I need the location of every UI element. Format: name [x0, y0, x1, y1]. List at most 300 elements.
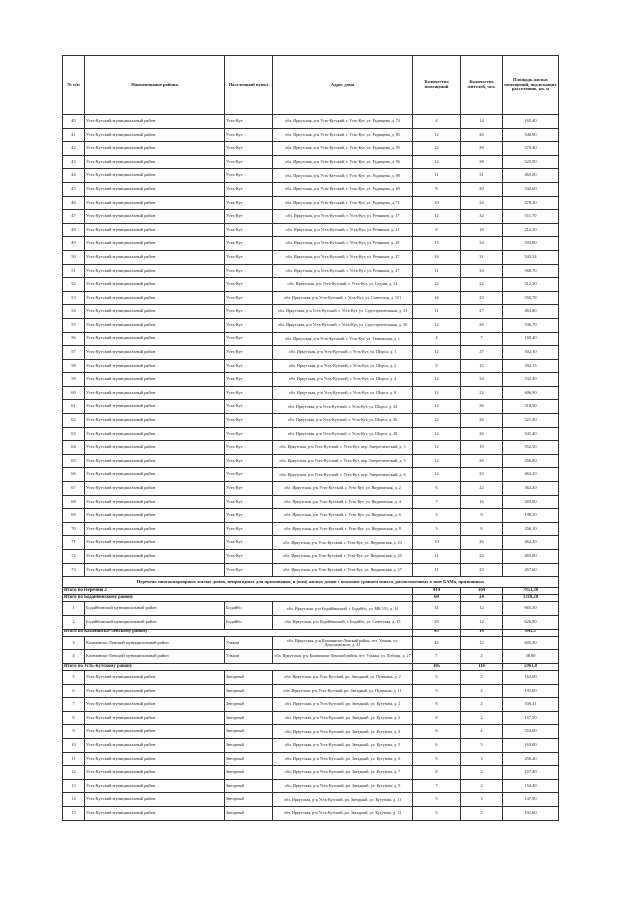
row-premises: 10 — [413, 196, 461, 210]
row-premises: 11 — [413, 550, 461, 564]
row-num: 57 — [63, 346, 85, 360]
row-district: Усть-Кутский муниципальный район — [85, 454, 225, 468]
row-district: Усть-Кутский муниципальный район — [85, 264, 225, 278]
row-num: 54 — [63, 305, 85, 319]
row-address: обл. Иркутская, р-н Бодайбинский, г. Бодайбо, ул. Советская, д. 15 — [273, 615, 413, 629]
row-residents: 36 — [461, 400, 503, 414]
table-row — [63, 169, 559, 183]
row-num: 43 — [63, 155, 85, 169]
table-row — [63, 386, 559, 400]
row-residents: 27 — [461, 305, 503, 319]
row-num: 64 — [63, 441, 85, 455]
row-address: обл. Иркутская, р-н Бодайбинский, г. Бодайбо, ул. МК 151, д. 14 — [273, 602, 413, 616]
row-area: 157,40 — [503, 766, 559, 780]
row-residents: 24 — [461, 550, 503, 564]
row-area: 536,79 — [503, 318, 559, 332]
row-district: Усть-Кутский муниципальный район — [85, 155, 225, 169]
row-district: Усть-Кутский муниципальный район — [85, 536, 225, 550]
table-row — [63, 332, 559, 346]
row-residents: 2 — [461, 766, 503, 780]
row-premises: 29 — [413, 615, 461, 629]
row-address: обл. Иркутская, р-н Усть-Кутский, рп. Звездный, ул. Кутузова, д. 4 — [273, 725, 413, 739]
row-residents: 26 — [461, 128, 503, 142]
bodaibo-total-residents: 24 — [461, 595, 503, 602]
row-settlement: Усть-Кут — [225, 155, 273, 169]
row-address: обл. Иркутская, р-н Усть-Кутский, рп. Звездный, ул. Кутузова, д. 11 — [273, 793, 413, 807]
row-num: 4 — [63, 650, 85, 664]
row-residents: 12 — [461, 602, 503, 616]
row-num: 67 — [63, 482, 85, 496]
row-address: обл. Иркутская, р-н Усть-Кутский, г. Усть-Кут, ул. Якуримская, д. 2 — [273, 482, 413, 496]
row-address: обл. Иркутская, р-н Усть-Кутский, рп. Звездный, ул. Пушкина, д. 2 — [273, 671, 413, 685]
row-area: 543,54 — [503, 250, 559, 264]
row-premises: 6 — [413, 725, 461, 739]
document-page — [62, 55, 558, 821]
row-district: Усть-Кутский муниципальный район — [85, 684, 225, 698]
row-settlement: Улькан — [225, 650, 273, 664]
table-row — [63, 346, 559, 360]
row-settlement: Усть-Кут — [225, 142, 273, 156]
table-row — [63, 441, 559, 455]
row-address: обл. Иркутская, р-н Усть-Кутский, г. Усть-Кут, ул. Речников, д. 27 — [273, 264, 413, 278]
row-residents: 16 — [461, 495, 503, 509]
subtotal-perechen-2-premises: 414 — [413, 587, 461, 594]
row-residents: 2 — [461, 671, 503, 685]
table-row — [63, 509, 559, 523]
row-num: 5 — [63, 671, 85, 685]
row-num: 8 — [63, 711, 85, 725]
table-row — [63, 739, 559, 753]
row-settlement: Бодайбо — [225, 615, 273, 629]
row-residents: 27 — [461, 346, 503, 360]
row-num: 50 — [63, 250, 85, 264]
row-residents: 34 — [461, 264, 503, 278]
table-row — [63, 142, 559, 156]
row-premises: 12 — [413, 373, 461, 387]
row-premises: 42 — [413, 636, 461, 650]
row-num: 73 — [63, 563, 85, 577]
table-row — [63, 210, 559, 224]
row-settlement: Звездный — [225, 779, 273, 793]
row-settlement: Усть-Кут — [225, 223, 273, 237]
row-area: 606,90 — [503, 386, 559, 400]
row-district: Усть-Кутский муниципальный район — [85, 698, 225, 712]
row-num: 45 — [63, 182, 85, 196]
row-premises: 5 — [413, 807, 461, 821]
table-row — [63, 725, 559, 739]
row-settlement: Звездный — [225, 725, 273, 739]
row-area: 525,90 — [503, 155, 559, 169]
row-address: обл. Иркутская, р-н Усть-Кутский, рп. Звездный, ул. Кутузова, д. 2 — [273, 698, 413, 712]
row-area: 198,50 — [503, 509, 559, 523]
row-address: обл. Иркутская, р-н Усть-Кутский, г. Усть-Кут, ул. Якуримская, д. 8 — [273, 522, 413, 536]
row-residents: 2 — [461, 698, 503, 712]
row-residents: 12 — [461, 615, 503, 629]
row-settlement: Звездный — [225, 698, 273, 712]
row-settlement: Усть-Кут — [225, 305, 273, 319]
table-row — [63, 237, 559, 251]
table-row — [63, 650, 559, 664]
row-num: 51 — [63, 264, 85, 278]
row-district: Усть-Кутский муниципальный район — [85, 793, 225, 807]
row-area: 163,00 — [503, 739, 559, 753]
row-residents: 19 — [461, 441, 503, 455]
row-premises: 31 — [413, 602, 461, 616]
housing-table — [62, 55, 559, 821]
ustkut-total-premises: 305 — [413, 663, 461, 670]
row-address: обл. Иркутская, р-н Усть-Кутский, г. Усть-Кут, ул. Речников, д. 17 — [273, 210, 413, 224]
row-area: 342,60 — [503, 182, 559, 196]
row-address: обл. Иркутская, р-н Усть-Кутский, г. Усть-Кут, ул. Якуримская, д. 6 — [273, 509, 413, 523]
row-residents: 4 — [461, 725, 503, 739]
subtotal-perechen-2-area: 7953,30 — [503, 587, 559, 594]
row-district: Усть-Кутский муниципальный район — [85, 563, 225, 577]
row-num: 52 — [63, 278, 85, 292]
row-district: Усть-Кутский муниципальный район — [85, 223, 225, 237]
row-residents: 3 — [461, 739, 503, 753]
header-num: № п/п — [63, 56, 85, 115]
header-area: Площадь жилых помещений, подлежащих расселению, кв. м — [503, 56, 559, 115]
row-num: 65 — [63, 454, 85, 468]
bodaibo-total — [63, 595, 559, 602]
row-settlement: Усть-Кут — [225, 291, 273, 305]
row-residents: 3 — [461, 752, 503, 766]
row-district: Усть-Кутский муниципальный район — [85, 522, 225, 536]
row-settlement: Усть-Кут — [225, 563, 273, 577]
row-num: 1 — [63, 602, 85, 616]
row-settlement: Улькан — [225, 636, 273, 650]
section-title-row — [63, 577, 559, 588]
row-premises: 12 — [413, 278, 461, 292]
row-area: 532,40 — [503, 373, 559, 387]
row-settlement: Усть-Кут — [225, 128, 273, 142]
row-area: 462,30 — [503, 536, 559, 550]
ustkut-total-residents: 116 — [461, 663, 503, 670]
row-num: 6 — [63, 684, 85, 698]
row-address: обл. Иркутская, р-н Усть-Кутский, г. Усть-Кут, пер. Энергетический, д. 3 — [273, 441, 413, 455]
row-settlement: Усть-Кут — [225, 536, 273, 550]
row-settlement: Звездный — [225, 739, 273, 753]
row-district: Усть-Кутский муниципальный район — [85, 169, 225, 183]
row-residents: 26 — [461, 536, 503, 550]
row-num: 49 — [63, 237, 85, 251]
table-row — [63, 400, 559, 414]
row-residents: 24 — [461, 196, 503, 210]
row-settlement: Звездный — [225, 752, 273, 766]
row-address: обл. Иркутская, р-н Усть-Кутский, г. Усть-Кут, ул. Седова, д. 14 — [273, 278, 413, 292]
kazachinsk-total-label: Итого по Казачинско-Ленскому району — [63, 629, 413, 636]
row-residents: 2 — [461, 779, 503, 793]
row-residents: 2 — [461, 650, 503, 664]
row-num: 66 — [63, 468, 85, 482]
row-residents: 33 — [461, 468, 503, 482]
row-num: 59 — [63, 373, 85, 387]
row-area: 512,30 — [503, 278, 559, 292]
row-settlement: Звездный — [225, 807, 273, 821]
row-address: обл. Иркутская, р-н Усть-Кутский, г. Усть-Кут, ул. Тюменская, д. 1 — [273, 332, 413, 346]
row-district: Усть-Кутский муниципальный район — [85, 482, 225, 496]
row-premises: 12 — [413, 414, 461, 428]
row-residents: 32 — [461, 210, 503, 224]
row-area: 191,00 — [503, 684, 559, 698]
row-area: 353,00 — [503, 725, 559, 739]
row-premises: 5 — [413, 684, 461, 698]
row-area: 463,20 — [503, 468, 559, 482]
row-area: 511,70 — [503, 210, 559, 224]
row-address: обл. Иркутская, р-н Усть-Кутский, г. Усть-Кут, ул. Шорса, д. 24 — [273, 400, 413, 414]
row-residents: 38 — [461, 155, 503, 169]
row-num: 60 — [63, 386, 85, 400]
table-row — [63, 711, 559, 725]
table-row — [63, 223, 559, 237]
row-district: Усть-Кутский муниципальный район — [85, 509, 225, 523]
row-premises: 12 — [413, 155, 461, 169]
row-premises: 9 — [413, 752, 461, 766]
row-address: обл. Иркутская, р-н Усть-Кутский, г. Усть-Кут, ул. Речников, д. 27 — [273, 250, 413, 264]
row-premises: 8 — [413, 182, 461, 196]
row-settlement: Усть-Кут — [225, 210, 273, 224]
table-row — [63, 359, 559, 373]
row-area: 665,30 — [503, 602, 559, 616]
row-area: 336,41 — [503, 698, 559, 712]
row-num: 44 — [63, 169, 85, 183]
row-settlement: Звездный — [225, 671, 273, 685]
row-district: Усть-Кутский муниципальный район — [85, 711, 225, 725]
row-residents: 12 — [461, 636, 503, 650]
table-row — [63, 278, 559, 292]
row-address: обл. Иркутская, р-н Усть-Кутский, г. Усть-Кут, ул. Радищева, д. 69 — [273, 182, 413, 196]
row-premises: 5 — [413, 793, 461, 807]
row-area: 392,15 — [503, 359, 559, 373]
row-address: обл. Иркутская, р-н Усть-Кутский, г. Усть-Кут, пер. Энергетический, д. 6 — [273, 468, 413, 482]
row-district: Усть-Кутский муниципальный район — [85, 128, 225, 142]
row-district: Усть-Кутский муниципальный район — [85, 291, 225, 305]
row-residents: 26 — [461, 414, 503, 428]
row-settlement: Усть-Кут — [225, 441, 273, 455]
row-settlement: Бодайбо — [225, 602, 273, 616]
row-premises: 6 — [413, 482, 461, 496]
row-num: 42 — [63, 142, 85, 156]
row-num: 10 — [63, 739, 85, 753]
row-settlement: Звездный — [225, 711, 273, 725]
row-premises: 12 — [413, 210, 461, 224]
row-area: 101,60 — [503, 807, 559, 821]
row-premises: 8 — [413, 711, 461, 725]
table-row — [63, 182, 559, 196]
row-residents: 22 — [461, 482, 503, 496]
row-district: Бодайбинский муниципальный район — [85, 602, 225, 616]
header-address: Адрес дома — [273, 56, 413, 115]
table-row — [63, 536, 559, 550]
table-row — [63, 550, 559, 564]
row-district: Усть-Кутский муниципальный район — [85, 373, 225, 387]
row-premises: 7 — [413, 495, 461, 509]
row-district: Усть-Кутский муниципальный район — [85, 495, 225, 509]
row-num: 70 — [63, 522, 85, 536]
row-area: 147,90 — [503, 793, 559, 807]
row-address: обл. Иркутская, р-н Усть-Кутский, г. Усть-Кут, ул. Советская, д. 151 — [273, 291, 413, 305]
row-premises: 16 — [413, 291, 461, 305]
row-num: 55 — [63, 318, 85, 332]
row-area: 154,40 — [503, 779, 559, 793]
table-row — [63, 636, 559, 650]
row-district: Казачинско-Ленский муниципальный район — [85, 650, 225, 664]
table-row — [63, 128, 559, 142]
row-num: 46 — [63, 196, 85, 210]
table-row — [63, 522, 559, 536]
row-settlement: Усть-Кут — [225, 196, 273, 210]
table-row — [63, 264, 559, 278]
row-residents: 9 — [461, 509, 503, 523]
row-area: 626,90 — [503, 615, 559, 629]
row-area: 456,00 — [503, 454, 559, 468]
subtotal-perechen-2 — [63, 587, 559, 594]
bodaibo-total-label: Итого по Бодайбинскому району — [63, 595, 413, 602]
kazachinsk-total — [63, 629, 559, 636]
row-residents: 2 — [461, 807, 503, 821]
row-address: обл. Иркутская, р-н Усть-Кутский, г. Усть-Кут, ул. Судостроительная, д. 36 — [273, 318, 413, 332]
row-area: 212,30 — [503, 223, 559, 237]
row-premises: 16 — [413, 250, 461, 264]
row-settlement: Усть-Кут — [225, 237, 273, 251]
row-num: 9 — [63, 725, 85, 739]
subtotal-perechen-2-label: Итого по Перечню 2 — [63, 587, 413, 594]
row-num: 58 — [63, 359, 85, 373]
row-address: обл. Иркутская, р-н Усть-Кутский, рп. Звездный, ул. Кутузова, д. 5 — [273, 739, 413, 753]
row-premises: 12 — [413, 128, 461, 142]
header-settlement: Населенный пункт — [225, 56, 273, 115]
row-premises: 6 — [413, 739, 461, 753]
row-num: 47 — [63, 210, 85, 224]
row-district: Усть-Кутский муниципальный район — [85, 739, 225, 753]
row-premises: 4 — [413, 115, 461, 129]
row-address: обл. Иркутская, р-н Усть-Кутский, г. Усть-Кут, ул. Судостроительная, д. 25 — [273, 305, 413, 319]
row-settlement: Усть-Кут — [225, 400, 273, 414]
row-num: 11 — [63, 752, 85, 766]
row-district: Усть-Кутский муниципальный район — [85, 278, 225, 292]
row-num: 63 — [63, 427, 85, 441]
row-district: Усть-Кутский муниципальный район — [85, 400, 225, 414]
row-area: 165,40 — [503, 115, 559, 129]
table-row — [63, 684, 559, 698]
row-district: Усть-Кутский муниципальный район — [85, 414, 225, 428]
table-row — [63, 602, 559, 616]
row-residents: 22 — [461, 386, 503, 400]
ustkut-total — [63, 663, 559, 670]
row-area: 163,00 — [503, 671, 559, 685]
row-area: 283,90 — [503, 495, 559, 509]
row-address: обл. Иркутская, р-н Усть-Кутский, г. Усть-Кут, ул. Радищева, д. 85 — [273, 128, 413, 142]
row-num: 12 — [63, 766, 85, 780]
row-settlement: Звездный — [225, 793, 273, 807]
row-num: 68 — [63, 495, 85, 509]
row-residents: 2 — [461, 684, 503, 698]
row-premises: 12 — [413, 427, 461, 441]
row-premises: 11 — [413, 305, 461, 319]
row-settlement: Усть-Кут — [225, 115, 273, 129]
row-address: обл. Иркутская, р-н Усть-Кутский, г. Усть-Кут, ул. Речников, д. 21 — [273, 223, 413, 237]
section-title: Перечень многоквартирных жилых домов, непригодных для проживания, и (или) жилых домов с высоким уровнем износа, расположенных в зоне БАМа, признанных — [63, 577, 559, 588]
row-settlement: Усть-Кут — [225, 278, 273, 292]
table-row — [63, 752, 559, 766]
row-area: 256,10 — [503, 522, 559, 536]
table-row — [63, 427, 559, 441]
row-premises: 12 — [413, 400, 461, 414]
table-row — [63, 671, 559, 685]
bodaibo-total-premises: 60 — [413, 595, 461, 602]
row-settlement: Усть-Кут — [225, 482, 273, 496]
table-row — [63, 318, 559, 332]
row-area: 560,70 — [503, 264, 559, 278]
table-row — [63, 807, 559, 821]
table-row — [63, 414, 559, 428]
row-area: 570,40 — [503, 142, 559, 156]
row-area: 478,30 — [503, 196, 559, 210]
row-address: обл. Иркутская, р-н Усть-Кутский, г. Усть-Кут, ул. Радищева, д. 71 — [273, 196, 413, 210]
row-residents: 2 — [461, 711, 503, 725]
row-premises: 4 — [413, 332, 461, 346]
row-area: 169,40 — [503, 332, 559, 346]
row-num: 2 — [63, 615, 85, 629]
row-residents: 26 — [461, 318, 503, 332]
row-district: Усть-Кутский муниципальный район — [85, 318, 225, 332]
row-premises: 12 — [413, 468, 461, 482]
row-num: 40 — [63, 115, 85, 129]
header-premises: Количество помещений — [413, 56, 461, 115]
row-settlement: Усть-Кут — [225, 414, 273, 428]
row-address: обл. Иркутская, р-н Усть-Кутский, г. Усть-Кут, ул. Якуримская, д. 25 — [273, 550, 413, 564]
row-area: 465,00 — [503, 169, 559, 183]
table-row — [63, 793, 559, 807]
row-premises: 12 — [413, 386, 461, 400]
row-area: 552,50 — [503, 441, 559, 455]
header-residents: Количество жителей, чел. — [461, 56, 503, 115]
row-residents: 18 — [461, 223, 503, 237]
subtotal-perechen-2-residents: 164 — [461, 587, 503, 594]
row-address: обл. Иркутская, р-н Усть-Кутский, г. Усть-Кут, ул. Радищева, д. 95 — [273, 142, 413, 156]
row-premises: 8 — [413, 698, 461, 712]
row-address: обл. Иркутская, р-н Усть-Кутский, г. Усть-Кут, ул. Якуримская, д. 27 — [273, 563, 413, 577]
row-settlement: Усть-Кут — [225, 522, 273, 536]
row-premises: 3 — [413, 509, 461, 523]
row-address: обл. Иркутская, р-н Казачинско-Ленский район, пгт. Улькан, ул. Докучаевского, д. 41 — [273, 636, 413, 650]
row-district: Усть-Кутский муниципальный район — [85, 550, 225, 564]
row-address: обл. Иркутская, р-н Усть-Кутский, г. Усть-Кут, ул. Шорса, д. 8 — [273, 386, 413, 400]
row-premises: 15 — [413, 237, 461, 251]
row-residents: 3 — [461, 793, 503, 807]
table-row — [63, 482, 559, 496]
row-premises: 12 — [413, 441, 461, 455]
row-area: 465,00 — [503, 550, 559, 564]
row-district: Усть-Кутский муниципальный район — [85, 346, 225, 360]
row-settlement: Звездный — [225, 766, 273, 780]
row-district: Усть-Кутский муниципальный район — [85, 427, 225, 441]
row-premises: 7 — [413, 779, 461, 793]
row-district: Усть-Кутский муниципальный район — [85, 196, 225, 210]
row-district: Усть-Кутский муниципальный район — [85, 142, 225, 156]
row-num: 71 — [63, 536, 85, 550]
table-row — [63, 779, 559, 793]
row-settlement: Усть-Кут — [225, 250, 273, 264]
row-residents: 7 — [461, 332, 503, 346]
row-district: Усть-Кутский муниципальный район — [85, 182, 225, 196]
row-residents: 31 — [461, 169, 503, 183]
row-premises: 12 — [413, 142, 461, 156]
row-settlement: Усть-Кут — [225, 332, 273, 346]
row-settlement: Звездный — [225, 684, 273, 698]
table-header-row — [63, 56, 559, 115]
row-premises: 12 — [413, 346, 461, 360]
